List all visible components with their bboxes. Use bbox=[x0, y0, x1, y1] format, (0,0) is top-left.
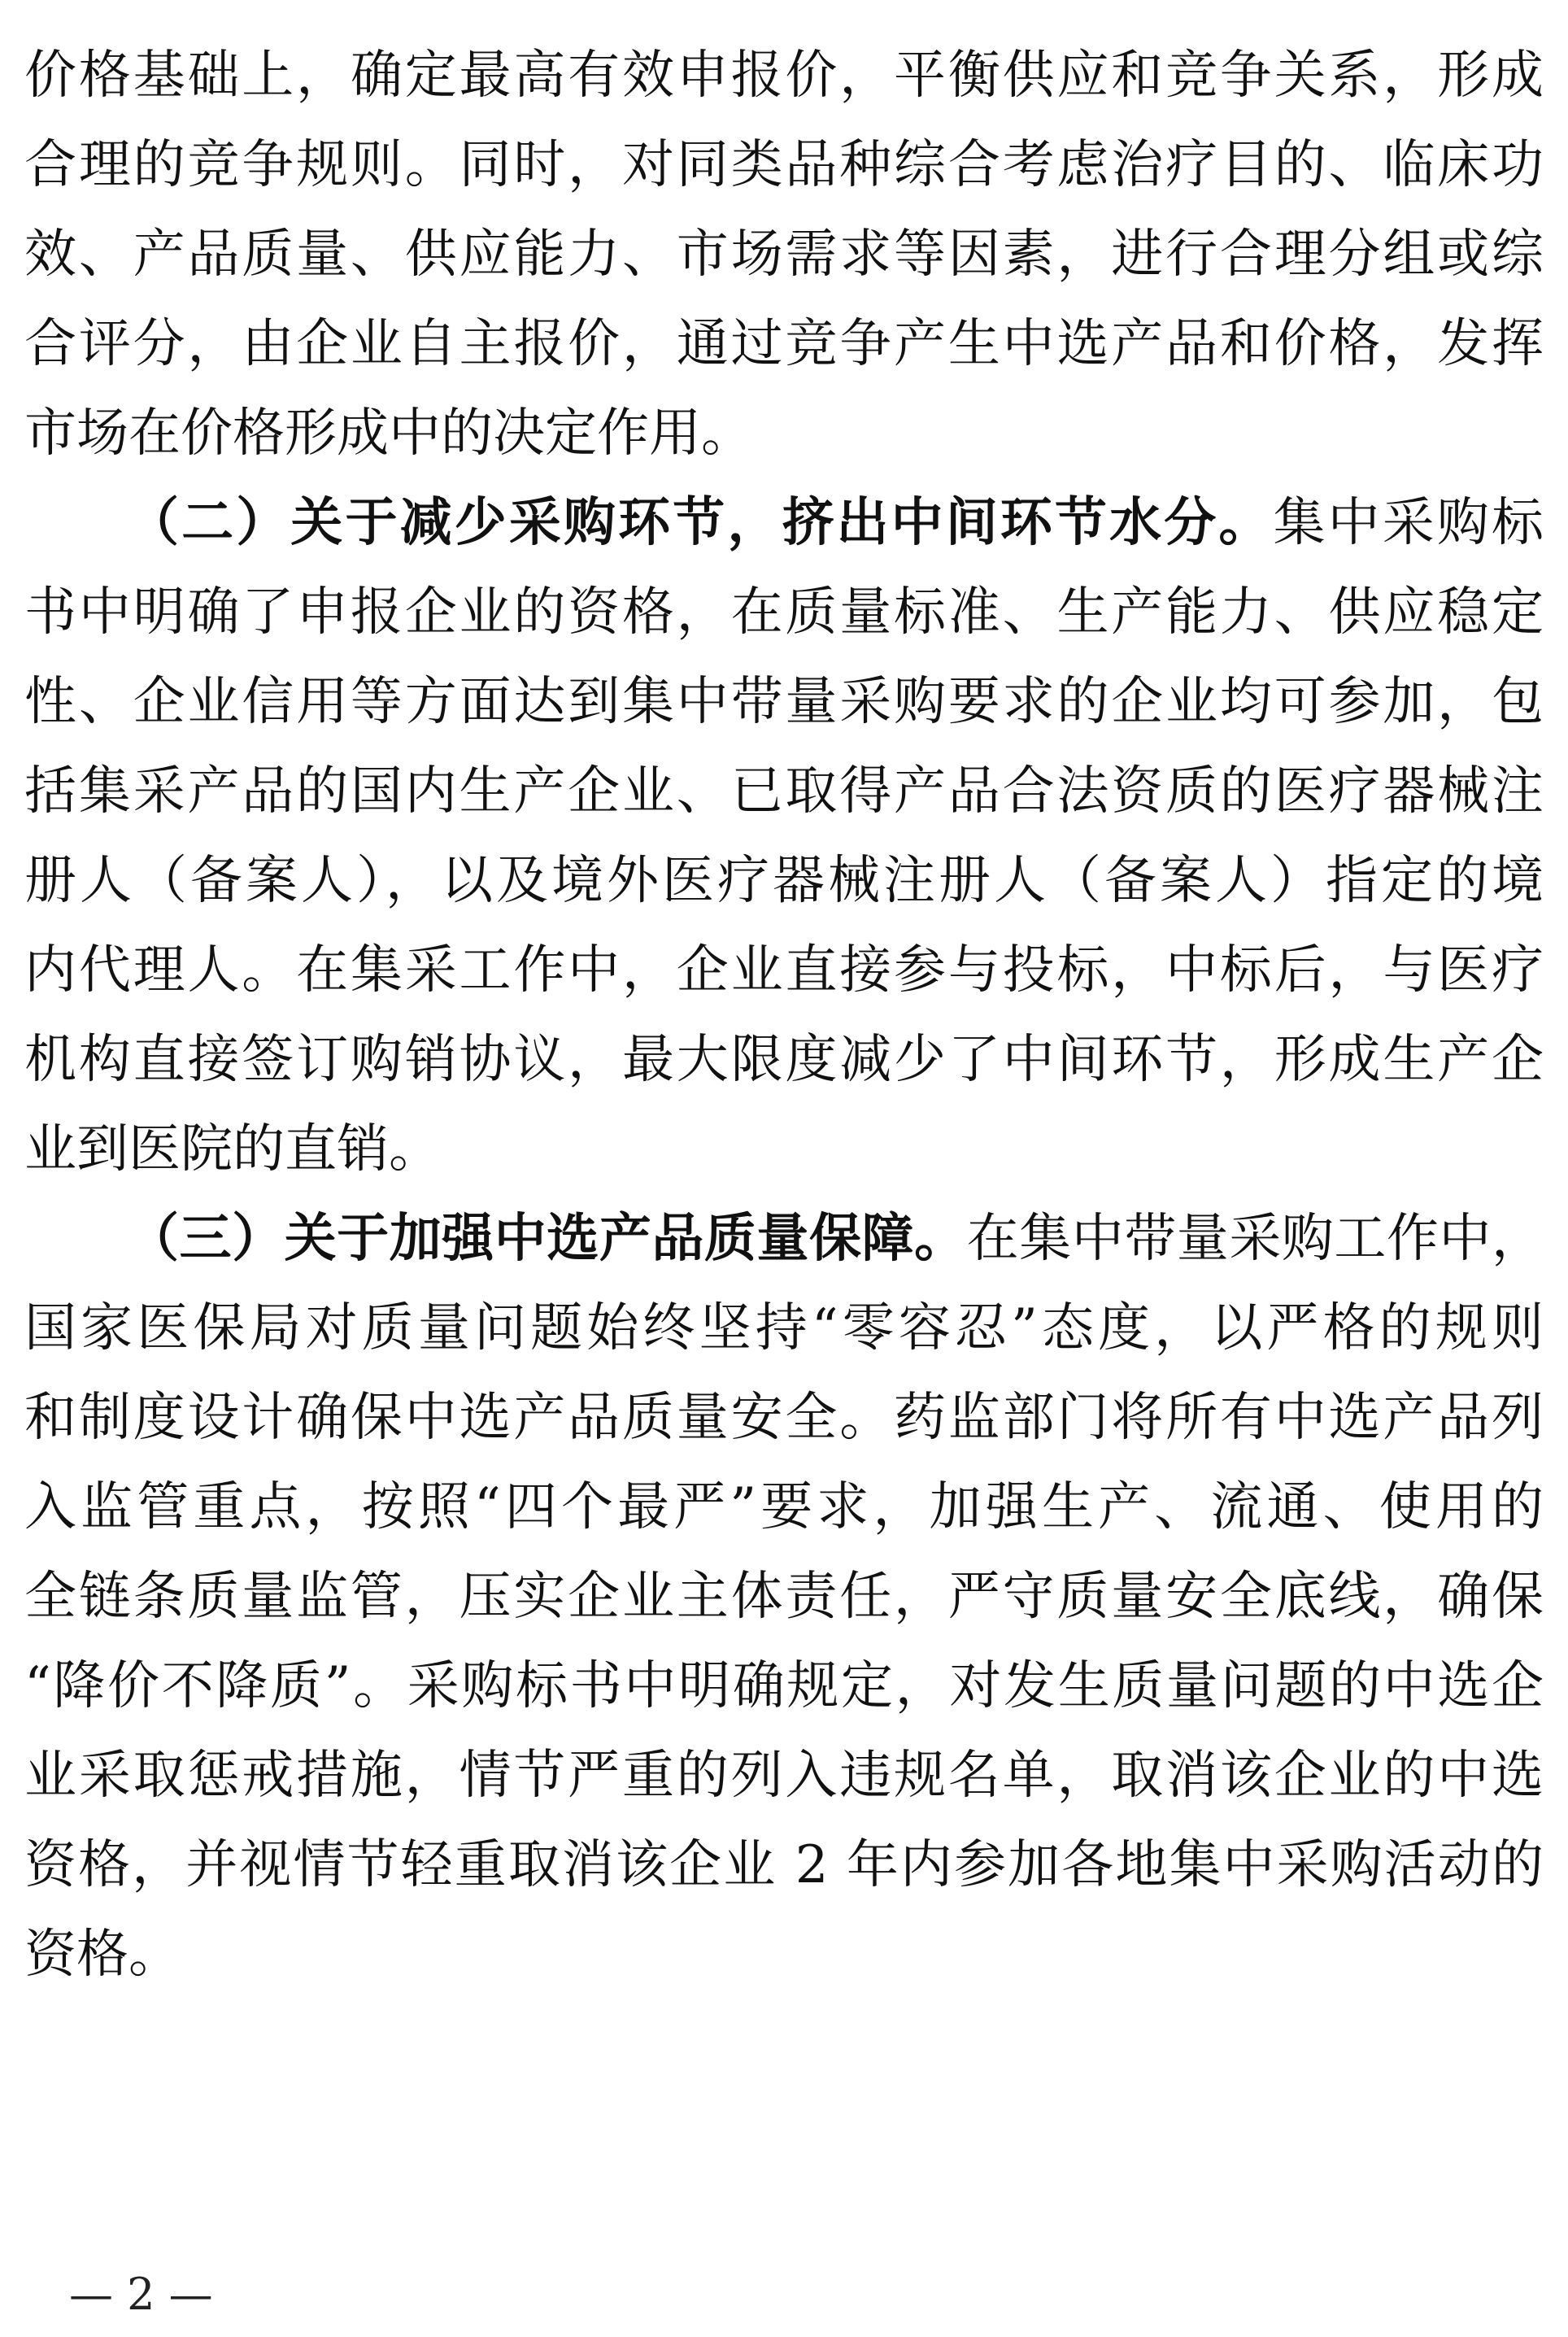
section-text: 在集中带量采购工作中， bbox=[966, 1209, 1544, 1269]
paragraph-line: 全链条质量监管，压实企业主体责任，严守质量安全底线，确保 bbox=[24, 1567, 1544, 1627]
paragraph-line: 和制度设计确保中选产品质量安全。药监部门将所有中选产品列 bbox=[24, 1388, 1544, 1448]
paragraph-line: 册人（备案人），以及境外医疗器械注册人（备案人）指定的境 bbox=[24, 851, 1544, 911]
paragraph-line: 资格，并视情节轻重取消该企业 2 年内参加各地集中采购活动的 bbox=[24, 1835, 1544, 1895]
paragraph-line: 效、产品质量、供应能力、市场需求等因素，进行合理分组或综 bbox=[24, 225, 1544, 285]
paragraph-line: 业到医院的直销。 bbox=[24, 1119, 441, 1179]
paragraph-line: 业采取惩戒措施，情节严重的列入违规名单，取消该企业的中选 bbox=[24, 1746, 1544, 1806]
paragraph-line: 市场在价格形成中的决定作用。 bbox=[24, 403, 753, 464]
page-number: — 2 — bbox=[69, 2269, 213, 2320]
paragraph-line: 性、企业信用等方面达到集中带量采购要求的企业均可参加，包 bbox=[24, 672, 1544, 732]
section-heading-line bbox=[127, 1194, 1544, 1284]
paragraph-line: 合评分，由企业自主报价，通过竞争产生中选产品和价格，发挥 bbox=[24, 314, 1544, 374]
paragraph-line: 入监管重点，按照“四个最严”要求，加强生产、流通、使用的 bbox=[24, 1477, 1544, 1537]
paragraph-line: 内代理人。在集采工作中，企业直接参与投标，中标后，与医疗 bbox=[24, 940, 1544, 1001]
paragraph-line: 机构直接签订购销协议，最大限度减少了中间环节，形成生产企 bbox=[24, 1030, 1544, 1090]
paragraph-line: “降价不降质”。采购标书中明确规定，对发生质量问题的中选企 bbox=[24, 1656, 1544, 1716]
paragraph-line: 合理的竞争规则。同时，对同类品种综合考虑治疗目的、临床功 bbox=[24, 135, 1544, 195]
paragraph-line: 括集采产品的国内生产企业、已取得产品合法资质的医疗器械注 bbox=[24, 761, 1544, 822]
paragraph-line: 书中明确了申报企业的资格，在质量标准、生产能力、供应稳定 bbox=[24, 582, 1544, 643]
paragraph-line: 价格基础上，确定最高有效申报价，平衡供应和竞争关系，形成 bbox=[24, 46, 1544, 106]
document-body bbox=[24, 0, 1544, 2337]
paragraph-line: 资格。 bbox=[24, 1925, 181, 1985]
paragraph-line: 国家医保局对质量问题始终坚持“零容忍”态度，以严格的规则 bbox=[24, 1298, 1544, 1358]
section-text: 集中采购标 bbox=[1273, 493, 1544, 553]
section-heading: （二）关于减少采购环节，挤出中间环节水分。 bbox=[127, 492, 1274, 553]
section-heading-line bbox=[127, 478, 1544, 568]
section-heading: （三）关于加强中选产品质量保障。 bbox=[127, 1208, 967, 1269]
